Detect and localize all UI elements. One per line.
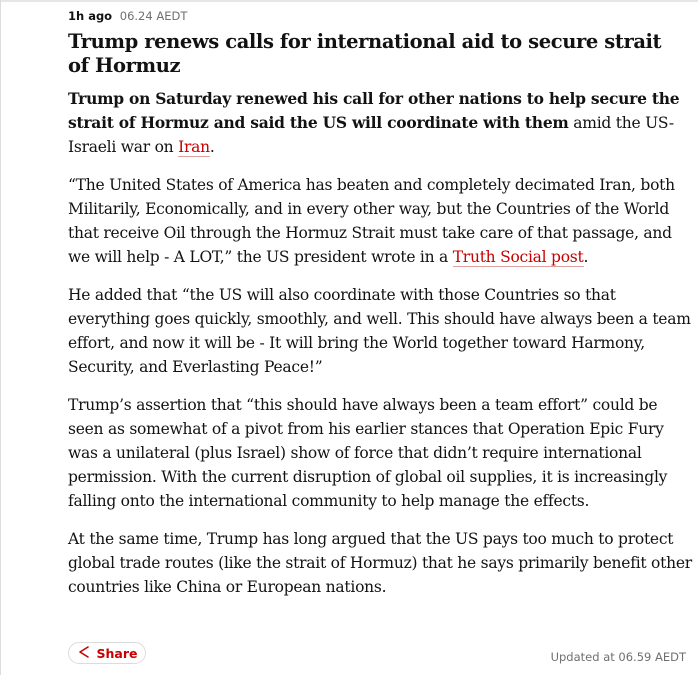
time-ago: 1h ago: [68, 9, 113, 23]
post-timestamp: [68, 0, 698, 23]
lead-end: .: [209, 138, 215, 156]
lead-paragraph: [68, 87, 693, 159]
lead-text: amid the US-Israeli war on: [68, 114, 674, 156]
divider: [1, 0, 698, 2]
time-published: 06.24 AEDT: [119, 9, 188, 23]
share-icon: [77, 645, 91, 662]
paragraph-trade-routes: At the same time, Trump has long argued that the US pays too much to protect global trade routes (like the strait of Hormuz) that he says primarily benefit other countries like China or European nations.: [68, 530, 692, 596]
updated-timestamp: Updated at 06.59 AEDT: [550, 650, 686, 664]
paragraph-quote: [68, 173, 693, 269]
iran-link[interactable]: Iran: [178, 138, 210, 156]
post-footer: [68, 642, 686, 667]
paragraph-coordinate: He added that “the US will also coordinate with those Countries so that everything goes quickly, smoothly, and well. This should have always been a team effort, and now it will be - It will bring the World together toward Harmony, Security, and Everlasting Peace!”: [68, 286, 691, 376]
post-headline: Trump renews calls for international aid to secure strait of Hormuz: [68, 30, 662, 77]
quote-end: .: [583, 248, 589, 266]
quote-text: “The United States of America has beaten and completely decimated Iran, both Militarily, Economically, and in every other way, but the Countries of the World that receive Oil through the Hormuz Strait must take care of that passage, and we will help - A LOT,” the US president wrote in a: [68, 176, 675, 266]
truth-social-link[interactable]: Truth Social post: [452, 248, 584, 266]
paragraph-assertion: Trump’s assertion that “this should have always been a team effort” could be seen as somewhat of a pivot from his earlier stances that Operation Epic Fury was a unilateral (plus Israel) show of force that didn’t require international permission. With the current disruption of global oil supplies, it is increasingly falling onto the international community to help manage the effects.: [68, 396, 668, 510]
share-label: Share: [96, 645, 138, 661]
share-button[interactable]: [68, 642, 146, 664]
lead-bold-text: Trump on Saturday renewed his call for other nations to help secure the strait of Hormuz and said the US will coordinate with them: [68, 89, 680, 132]
